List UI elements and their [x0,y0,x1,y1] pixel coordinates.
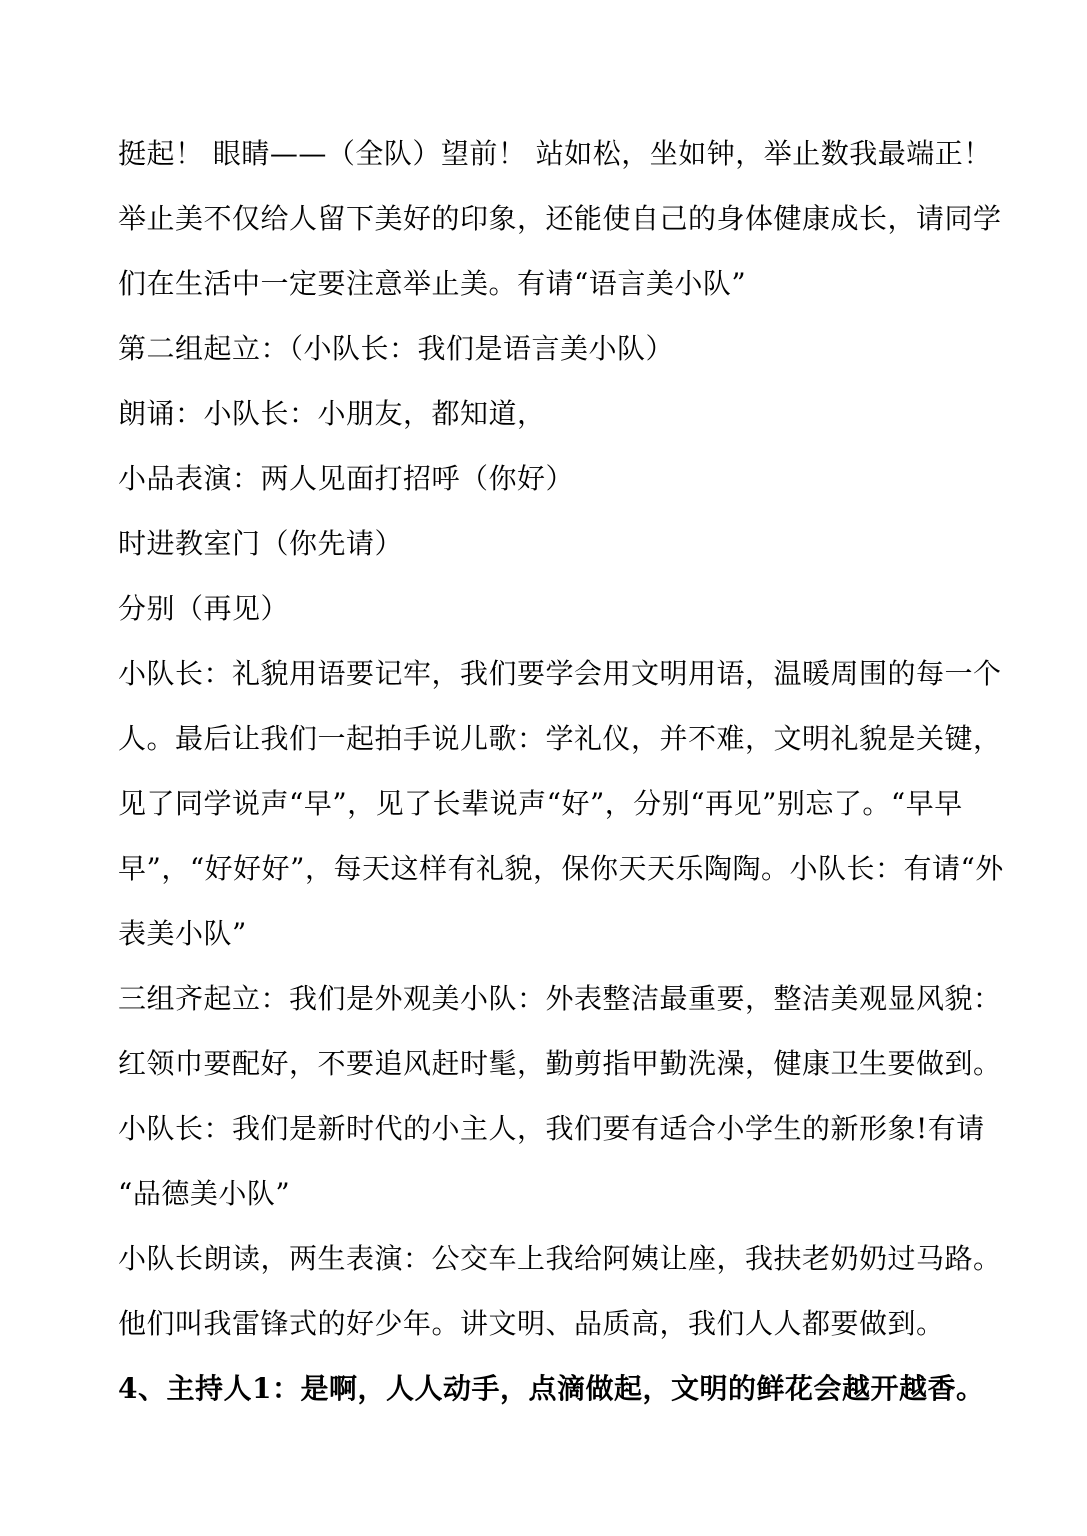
text-line: 红领巾要配好，不要追风赶时髦，勤剪指甲勤洗澡，健康卫生要做到。 [118,1047,1002,1080]
text-line: 小队长：我们是新时代的小主人，我们要有适合小学生的新形象!有请 [118,1112,985,1145]
text-line: 人。最后让我们一起拍手说儿歌：学礼仪，并不难，文明礼貌是关键， [118,722,1002,755]
text-line: 早”，“好好好”，每天这样有礼貌，保你天天乐陶陶。小队长：有请“外 [118,852,1004,885]
text-line: 三组齐起立：我们是外观美小队：外表整洁最重要，整洁美观显风貌： [118,982,1002,1015]
heading-line: 4、主持人1：是啊，人人动手，点滴做起，文明的鲜花会越开越香。 [118,1372,985,1405]
text-line: 小队长朗读，两生表演：公交车上我给阿姨让座，我扶老奶奶过马路。 [118,1242,1002,1275]
text-line: 分别（再见） [118,592,290,625]
text-line: 举止美不仅给人留下美好的印象，还能使自己的身体健康成长，请同学 [118,202,1002,235]
text-line: 表美小队” [118,917,247,950]
text-line: 小品表演：两人见面打招呼（你好） [118,462,575,495]
text-line: 他们叫我雷锋式的好少年。讲文明、品质高，我们人人都要做到。 [118,1307,945,1340]
text-line: 见了同学说声“早”，见了长辈说声“好”，分别“再见”别忘了。“早早 [118,787,963,820]
text-line: “品德美小队” [118,1177,291,1210]
text-line: 们在生活中一定要注意举止美。有请“语言美小队” [118,267,747,300]
text-line: 挺起！ 眼睛——（全队）望前！ 站如松，坐如钟，举止数我最端正！ [118,137,992,170]
text-line: 第二组起立：（小队长：我们是语言美小队） [118,332,675,365]
text-line: 朗诵：小队长：小朋友，都知道， [118,397,546,430]
text-line: 小队长：礼貌用语要记牢，我们要学会用文明用语，温暖周围的每一个 [118,657,1002,690]
text-line: 时进教室门（你先请） [118,527,404,560]
